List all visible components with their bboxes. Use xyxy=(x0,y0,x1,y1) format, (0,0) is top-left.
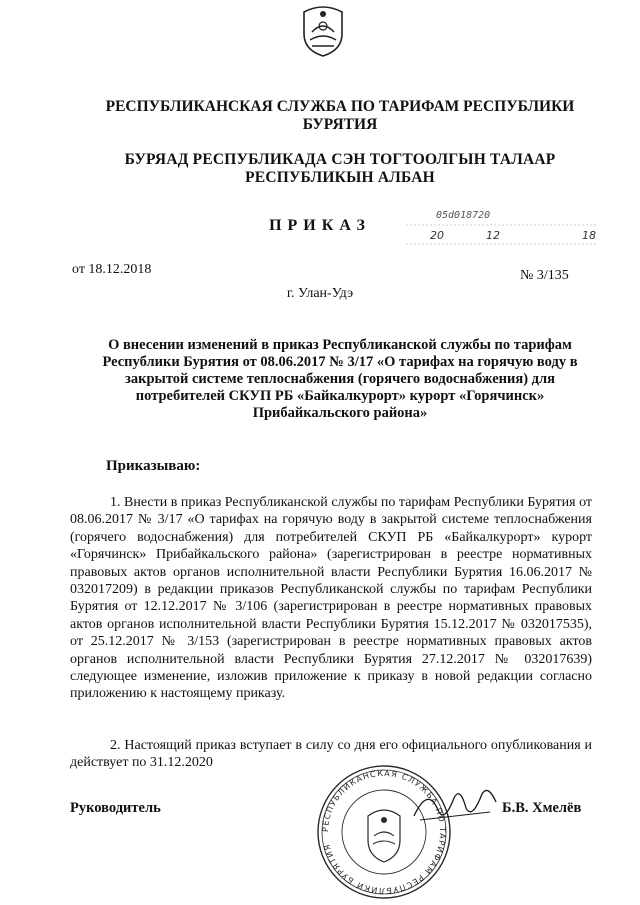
agency-name-bur-line1: БУРЯАД РЕСПУБЛИКАДА СЭН ТОГТООЛГЫН ТАЛААР xyxy=(124,151,556,168)
stamp-year: 18 xyxy=(582,229,596,242)
stamp-month: 12 xyxy=(486,229,500,242)
paragraph-2: 2. Настоящий приказ вступает в силу со дня его официального опубликования и действует по 31.12.2020 xyxy=(70,738,592,771)
agency-name-line1: РЕСПУБЛИКАНСКАЯ СЛУЖБА ПО ТАРИФАМ РЕСПУБЛИКИ xyxy=(105,98,575,115)
order-date: от 18.12.2018 xyxy=(72,262,152,277)
order-word: Приказываю: xyxy=(106,458,201,474)
stamp-number: 05d018720 xyxy=(436,210,491,221)
agency-name-bur-line2: РЕСПУБЛИКЫН АЛБАН xyxy=(245,169,435,186)
document-type: ПРИКАЗ xyxy=(269,217,371,234)
agency-name-ru xyxy=(60,98,620,134)
registration-stamp xyxy=(396,206,602,252)
order-number: № 3/135 xyxy=(520,268,569,283)
seal-text: РЕСПУБЛИКАНСКАЯ СЛУЖБА ПО ТАРИФАМ РЕСПУБЛИКИ БУРЯТИЯ xyxy=(320,768,448,896)
signatory-name: Б.В. Хмелёв xyxy=(502,800,582,816)
agency-name-line2: БУРЯТИЯ xyxy=(302,116,378,133)
handwritten-signature xyxy=(410,780,500,830)
stamp-day: 20 xyxy=(430,229,444,242)
paragraph-1: 1. Внести в приказ Республиканской службы по тарифам Республики Бурятия от 08.06.2017 № 3/17 «О тарифах на горячую воду в закрытой системе теплоснабжения (горячего водоснабжения) для потребителей СКУП РБ «Байкалкурорт» курорт «Горячинск» Прибайкальского района» (зарегистрирован в реестре нормативных правовых актов органов исполнительной власти Республики Бурятия 16.06.2017 № 032017209) в редакции приказов Республиканской службы по тарифам Республики Бурятия от 12.12.2017 № 3/106 (зарегистрирован в реестре нормативных правовых актов органов исполнительной власти Республики Бурятия 15.12.2017 № 032017535), от 25.12.2017 № 3/153 (зарегистрирован в реестре нормативных правовых актов органов исполнительной власти Республики Бурятия 27.12.2017 № 032017639) следующее изменение, изложив приложение к приказу в новой редакции согласно приложению к настоящему приказу. xyxy=(70,495,592,702)
coat-of-arms-icon xyxy=(300,4,346,58)
order-title: О внесении изменений в приказ Республиканской службы по тарифам Республики Бурятия от 08.06.2017 № 3/17 «О тарифах на горячую воду в закрытой системе теплоснабжения (горячего водоснабжения) для потребителей СКУП РБ «Байкалкурорт» курорт «Горячинск» Прибайкальского района» xyxy=(102,337,578,421)
agency-name-bur xyxy=(60,151,620,187)
signatory-position: Руководитель xyxy=(70,800,161,816)
order-city: г. Улан-Удэ xyxy=(286,286,354,301)
